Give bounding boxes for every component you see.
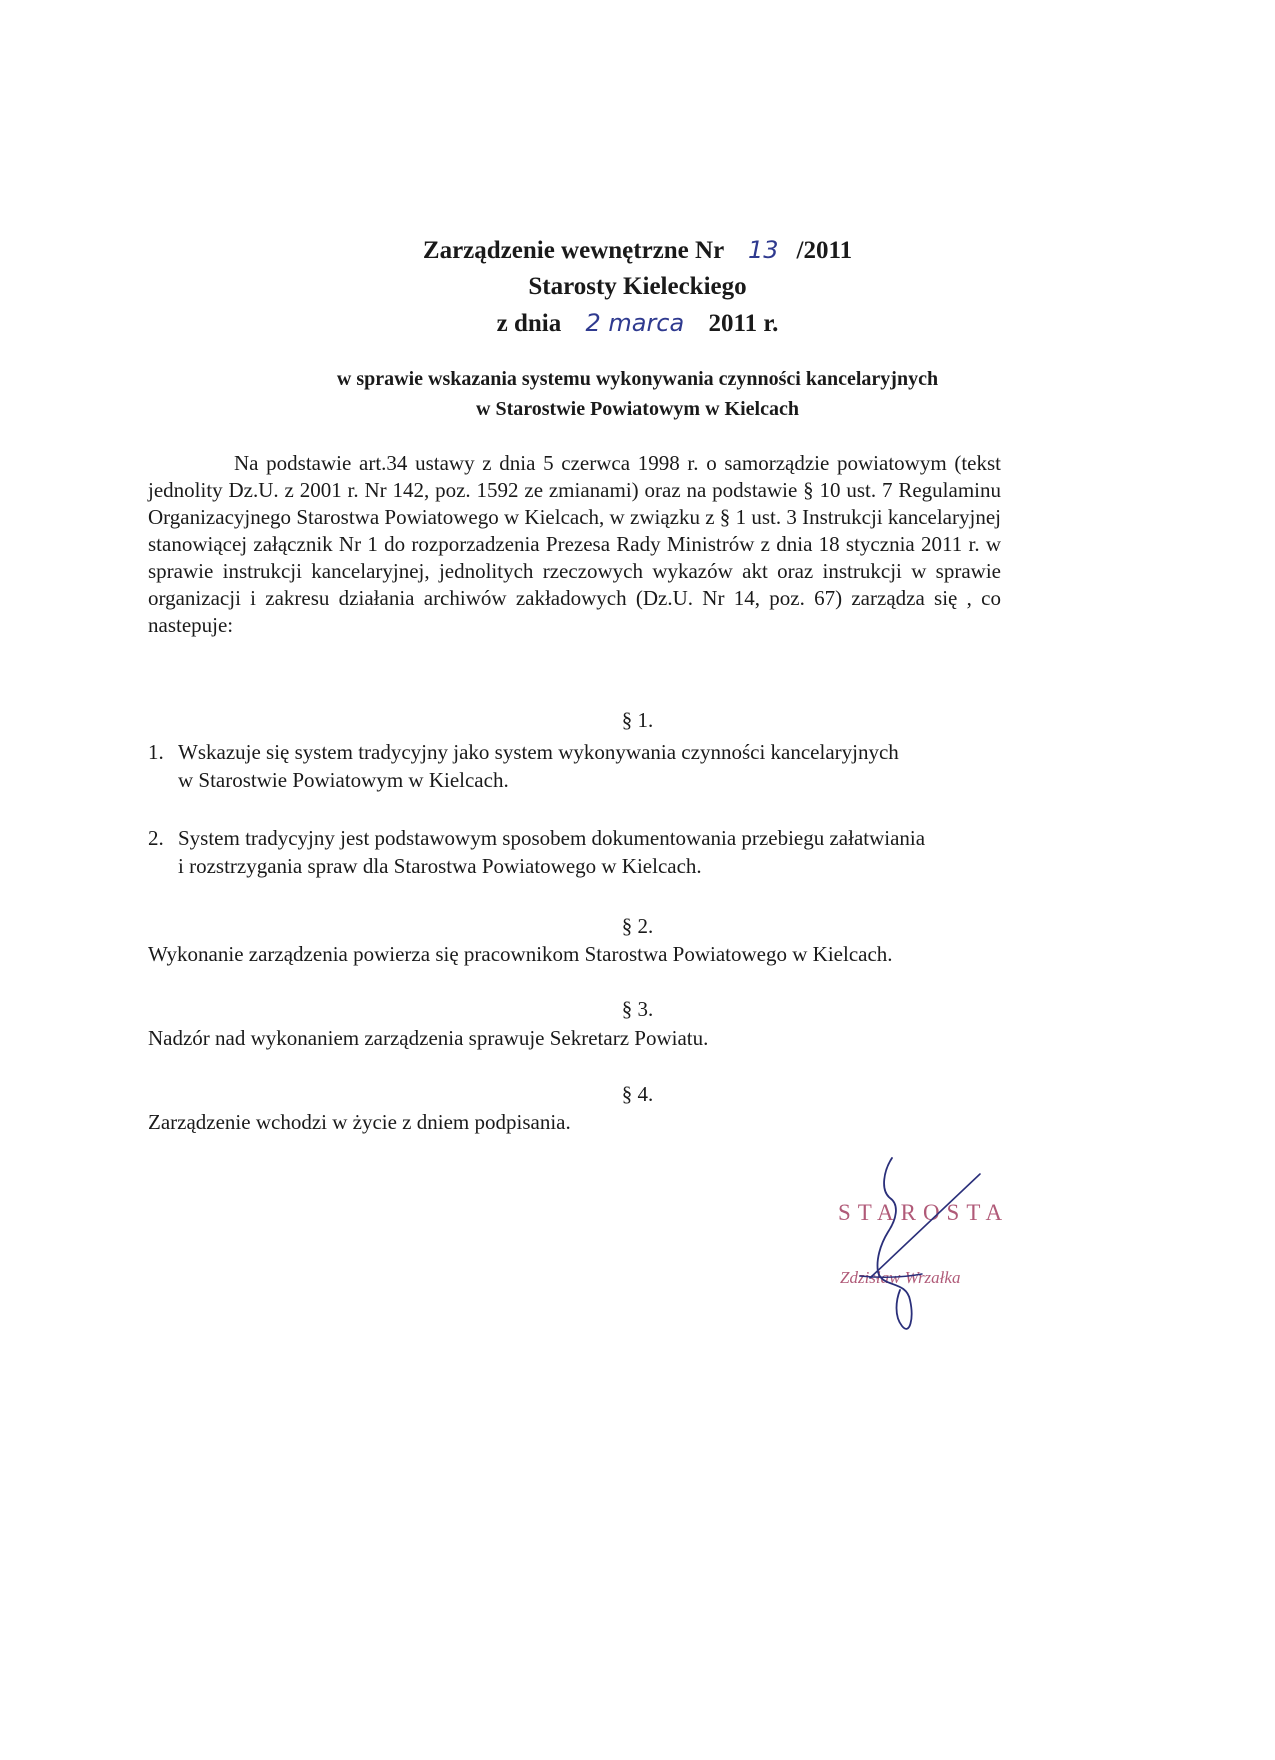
section-1-heading: § 1. [621,708,654,732]
issuer: Starosty Kieleckiego [528,273,747,300]
official-stamp [830,1150,1050,1350]
stamp-name: Zdzisław Wrzałka [840,1268,961,1287]
section-4-heading: § 4. [621,1082,654,1106]
section-4-text: Zarządzenie wchodzi w życie z dniem podpisania. [148,1110,571,1134]
document-title [0,232,1275,342]
section-3-text: Nadzór nad wykonaniem zarządzenia sprawuje Sekretarz Powiatu. [148,1026,709,1050]
document-subject [0,364,1275,424]
title-line-3 [0,305,1275,342]
section-3-heading: § 3. [621,997,654,1021]
handwritten-date: 2 marca [585,309,685,337]
section-2-text: Wykonanie zarządzenia powierza się pracownikom Starostwa Powiatowego w Kielcach. [148,942,893,966]
date-prefix: z dnia [496,310,562,337]
title-line-1 [0,232,1275,269]
date-suffix: 2011 r. [708,310,779,337]
item-text-line-1: Wskazuje się system tradycyjny jako system wykonywania czynności kancelaryjnych [178,740,899,764]
handwritten-signature [830,1150,1050,1350]
item-text-line-1: System tradycyjny jest podstawowym sposobem dokumentowania przebiegu załatwiania [178,826,926,850]
handwritten-number: 13 [747,236,779,264]
subject-line-2: w Starostwie Powiatowym w Kielcach [476,398,799,420]
item-number: 2. [148,826,164,850]
subject-line-1: w sprawie wskazania systemu wykonywania czynności kancelaryjnych [336,368,939,390]
intro-paragraph: Na podstawie art.34 ustawy z dnia 5 czerwca 1998 r. o samorządzie powiatowym (tekst jednolity Dz.U. z 2001 r. Nr 142, poz. 1592 ze zmianami) oraz na podstawie § 10 ust. 7 Regulaminu Organizacyjnego Starostwa Powiatowego w Kielcach, w związku z § 1 ust. 3 Instrukcji kancelaryjnej stanowiącej załącznik Nr 1 do rozporzadzenia Prezesa Rady Ministrów z dnia 18 stycznia 2011 r. w sprawie instrukcji kancelaryjnej, jednolitych rzeczowych wykazów akt oraz instrukcji w sprawie organizacji i zakresu działania archiwów zakładowych (Dz.U. Nr 14, poz. 67) zarządza się , co nastepuje: [148,451,1001,637]
section-2-heading: § 2. [621,914,654,938]
stamp-title: STAROSTA [838,1200,1010,1225]
title-prefix: Zarządzenie wewnętrzne Nr [422,237,724,264]
item-text-line-2: w Starostwie Powiatowym w Kielcach. [178,768,509,792]
item-text-line-2: i rozstrzygania spraw dla Starostwa Powiatowego w Kielcach. [178,854,702,878]
title-year: /2011 [796,237,853,264]
item-number: 1. [148,740,164,764]
section-1-item-1 [148,738,1048,794]
section-1-item-2 [148,824,1048,880]
